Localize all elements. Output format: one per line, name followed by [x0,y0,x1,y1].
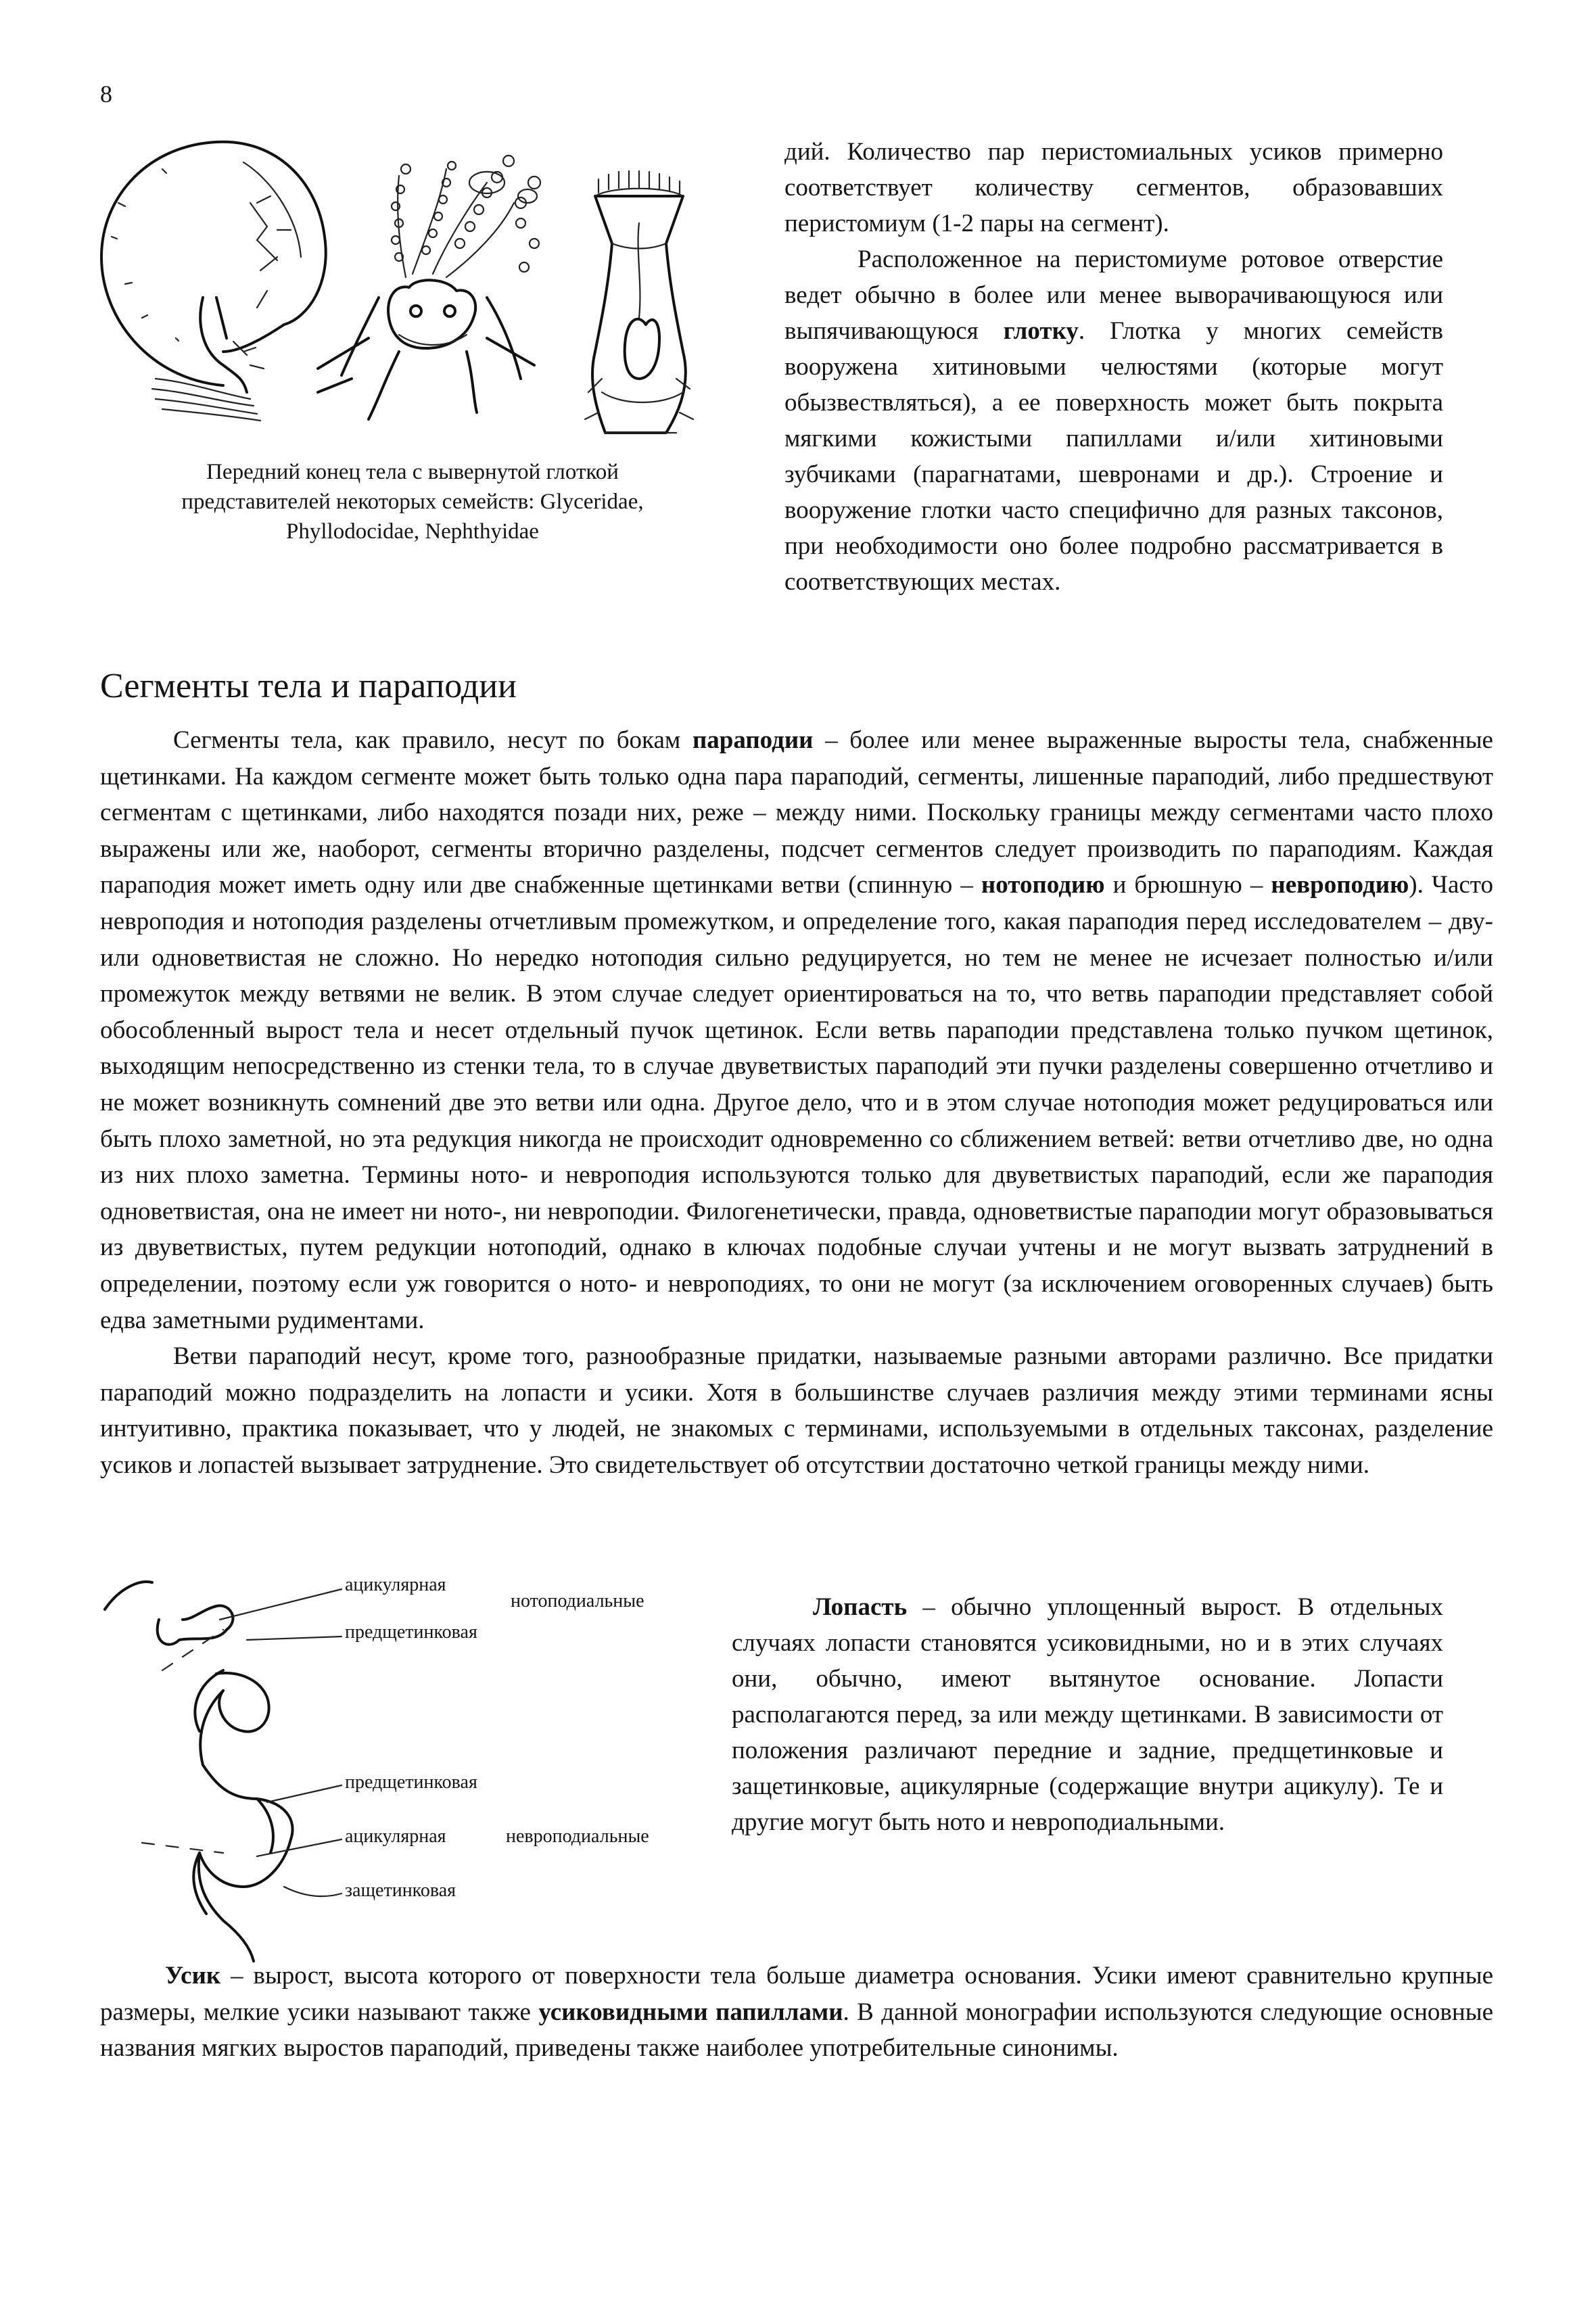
body-paragraph-1 [100,722,1493,1338]
page-number: 8 [100,80,112,108]
cirrus-definition [100,1958,1493,2067]
body-p1-b: – более или менее выраженные выросты тела, снабженные щетинками. На каждом сегменте может быть только одна пара параподий, сегменты, лишенные параподий, либо предшествуют сегментам с щетинками, либо находятся позади них, реже – между ними. Поскольку границы между сегментами часто плохо выражены или же, наоборот, сегменты вторично разделены, подсчет сегментов следует производить по параподиям. Каждая параподия может иметь одну или две снабженные щетинками ветви (спинную – [100,726,1493,899]
body-p1-c: и брюшную – [1104,871,1271,899]
label-acicular-noto: ацикулярная [345,1574,446,1595]
term-pharynx: глотку [1003,317,1079,345]
cirrus-text-a: – вырост, высота которого от поверхности тела больше диаметра основания. Усики имеют сравнительно крупные размеры, мелкие усики называют также [100,1962,1493,2026]
term-lobe: Лопасть [813,1593,908,1621]
term-notopodium: нотоподию [981,871,1105,899]
phyllodocidae-drawing [318,156,540,419]
section-heading: Сегменты тела и параподии [100,667,517,705]
right-column-text [784,134,1443,600]
term-parapodia: параподии [692,726,814,754]
label-prechaetal-neuro: предщетинковая [345,1772,477,1793]
label-prechaetal-noto: предщетинковая [345,1622,477,1643]
right-paragraph-1: дий. Количество пар перистомиальных усиков примерно соответствует количеству сегментов, образовавших перистомиум (1-2 пары на сегмент). [784,138,1443,237]
term-cirrus: Усик [165,1962,221,1990]
right-paragraph-2-before: Расположенное на перистомиуме ротовое отверстие ведет обычно в более или менее выворачивающуюся или выпячивающуюся [784,245,1443,345]
cirrus-paragraph [100,1958,1493,2067]
label-postchaetal: защетинковая [345,1880,456,1901]
label-neuropodial: невроподиальные [506,1826,649,1847]
main-body-text [100,722,1493,1483]
lobe-definition [732,1589,1443,1840]
nephthyidae-drawing [585,171,693,433]
right-paragraph-2-after: . Глотка у многих семейств вооружена хитиновыми челюстями (которые могут обызвествляться), а ее поверхность может быть покрыта мягкими кожистыми папиллами и/или хитиновыми зубчиками (парагнатами, шевронами и др.). Строение и вооружение глотки часто специфично для разных таксонов, при необходимости оно более подробно рассматривается в соответствующих местах. [784,317,1443,596]
lobe-paragraph [732,1589,1443,1840]
label-notopodial: нотоподиальные [511,1591,644,1611]
label-acicular-neuro: ацикулярная [345,1826,446,1847]
body-p1-d: ). Часто невроподия и нотоподия разделены отчетливым промежутком, и определение того, какая параподия перед исследователем – дву- или одноветвистая не сложно. Но нередко нотоподия сильно редуцируется, но тем не менее не исчезает полностью и/или промежуток между ветвями не велик. В этом случае следует ориентироваться на то, что ветвь параподии представляет собой обособленный вырост тела и несет отдельный пучок щетинок. Если ветвь параподии представлена только пучком щетинок, выходящим непосредственно из стенки тела, то в случае двуветвистых параподий эти пучки разделены совершенно отчетливо и не может возникнуть сомнений две это ветви или одна. Другое дело, что и в этом случае нотоподия может редуцироваться или быть плохо заметной, но эта редукция никогда не происходит одновременно со сближением ветвей: ветви отчетливо две, но одна из них плохо заметна. Термины ното- и невроподия используются только для двуветвистых параподий, если же параподия одноветвистая, она не имеет ни ното-, ни невроподии. Филогенетически, правда, одноветвистые параподии могут образовываться из двуветвистых, путем редукции нотоподий, однако в ключах подобные случаи учтены и не могут вызвать затруднений в определении, поэтому если уж говорится о ното- и невроподиях, то они не могут (за исключением оговоренных случаев) быть едва заметными рудиментами. [100,871,1493,1334]
cirrus-text-b: . В данной монографии используются следующие основные названия мягких выростов параподий, приведены также наиболее употребительные синонимы. [100,1998,1493,2063]
lobe-text: – обычно уплощенный вырост. В отдельных случаях лопасти становятся усиковидными, но и в этих случаях они, обычно, имеют вытянутое основание. Лопасти располагаются перед, за или между щетинками. В зависимости от положения различают передние и задние, предщетинковые и защетинковые, ацикулярные (содержащие внутри ацикулу). Те и другие могут быть ното и невроподиальными. [732,1593,1443,1836]
term-cirriform-papillae: усиковидными папиллами [538,1998,843,2026]
right-paragraph-2 [784,241,1443,600]
term-neuropodium: невроподию [1271,871,1409,899]
figure-caption: Передний конец тела с вывернутой глоткой представителей некоторых семейств: Glyceridae, Phyllodocidae, Nephthyidae [181,460,644,544]
glyceridae-drawing [101,142,326,421]
body-paragraph-2: Ветви параподий несут, кроме того, разнообразные придатки, называемые разными авторами различно. Все придатки параподий можно подразделить на лопасти и усики. Хотя в большинстве случаев различия между этими терминами ясны интуитивно, практика показывает, что у людей, не знакомых с терминами, используемыми в отдельных таксонах, разделение усиков и лопастей вызывает затруднение. Это свидетельствует об отсутствии достаточно четкой границы между ними. [100,1342,1493,1479]
body-p1-a: Сегменты тела, как правило, несут по бокам [173,726,693,754]
